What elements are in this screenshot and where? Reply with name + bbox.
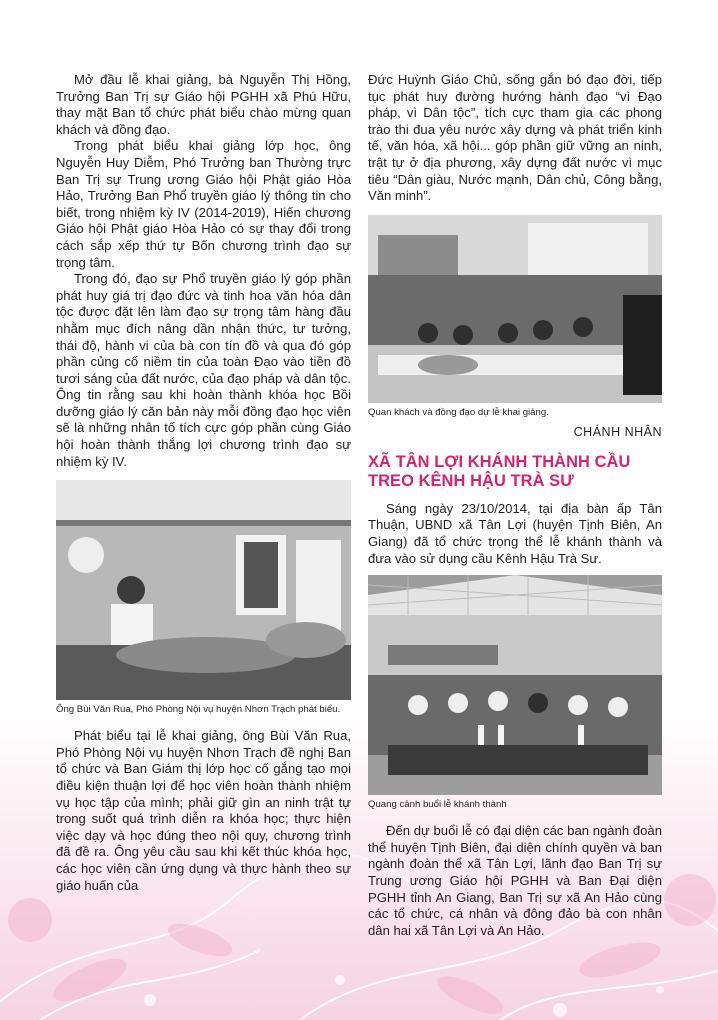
paragraph: Đến dự buổi lễ có đại diện các ban ngành đoàn thể huyện Tịnh Biên, đại diện chính quyền và ban ngành đoàn thể xã Tân Lợi, lãnh đạo Ban Trị sự Trung ương Giáo hội PGHH và Ban Đại diện PGHH tỉnh An Giang, Ban Trị sự xã An Hảo cùng các tổ chức, cá nhân và đông đảo bà con nhân dân hai xã Tân Lợi và An Hảo. [368,823,662,938]
ceremony-photo [368,575,662,795]
speaker-photo [56,480,351,700]
paragraph: Trong đó, đạo sự Phổ truyền giáo lý góp phần phát huy giá trị đạo đức và tinh hoa văn hóa dân tộc được đặt lên làm đạo sự trọng tâm hàng đầu nhằm mục đích nâng dần nhận thức, tư tưởng, thái độ, hành vi của bà con tín đồ và qua đó góp phần củng cố niềm tin của toàn Đạo vào tiền đồ tươi sáng của đất nước, của đạo pháp và dân tộc. Ông tin rằng sau khi hoàn thành khóa học Bồi dưỡng giáo lý căn bản này mỗi đồng đạo học viên sẽ là những nhân tố tích cực góp phần cùng Giáo hội hoàn thành thắng lợi chương trình đạo sự nhiệm kỳ IV. [56,271,351,469]
audience-photo [368,215,662,403]
left-column [56,72,351,894]
lead-paragraph: Sáng ngày 23/10/2014, tại địa bàn ấp Tân Thuận, UBND xã Tân Lợi (huyện Tịnh Biên, An Giang) đã tổ chức trọng thể lễ khánh thành và đưa vào sử dụng cầu Kênh Hậu Trà Sư. [368,500,662,566]
paragraph: Trong phát biểu khai giảng lớp học, ông Nguyễn Huy Diễm, Phó Trưởng ban Thường trực Ban Trị sự Trung ương Giáo hội Phật giáo Hòa Hảo, Trưởng Ban Phổ truyền giáo lý thông tin cho biết, trong nhiệm kỳ IV (2014-2019), Hiến chương Giáo hội Phật giáo Hòa Hảo có sự thay đổi trong cách sắp xếp thứ tự Bốn chương trình đạo sự trọng tâm. [56,138,351,270]
photo-caption: Quang cảnh buổi lễ khánh thành [368,799,507,811]
photo-caption: Ông Bùi Văn Rua, Phó Phòng Nội vụ huyện Nhơn Trạch phát biểu. [56,704,341,716]
paragraph: Phát biểu tại lễ khai giảng, ông Bùi Văn Rua, Phó Phòng Nội vụ huyện Nhơn Trạch đề nghị Ban tổ chức và Ban Giám thị lớp học cố gắng tạo mọi điều kiện thuận lợi để học viên hoàn thành nhiệm vụ học tập của mình; phải giữ gìn an ninh trật tự trong suốt quá trình diễn ra khóa học; thực hiện việc dạy và học đúng theo nội quy, chương trình đã đề ra. Ông yêu cầu sau khi kết thúc khóa học, các học viên cần ứng dụng và thực hành theo sự giáo huấn của [56,728,351,893]
paragraph: Mở đầu lễ khai giảng, bà Nguyễn Thị Hồng, Trưởng Ban Trị sự Giáo hội PGHH xã Phú Hữu, thay mặt Ban tổ chức phát biểu chào mừng quan khách và đồng đạo. [56,72,351,137]
paragraph: Đức Huỳnh Giáo Chủ, sống gắn bó đạo đời, tiếp tục phát huy đường hướng hành đạo “vì Đạo pháp, vì Dân tộc”, tích cực tham gia các phong trào thi đua yêu nước xây dựng và phát triển kinh tế, văn hóa, xã hội... góp phần giữ vững an ninh, trật tự ở địa phương, xây dựng đất nước vì mục tiêu “Dân giàu, Nước mạnh, Dân chủ, Công bằng, Văn minh”. [368,72,662,204]
right-column [368,72,662,939]
article-headline: XÃ TÂN LỢI KHÁNH THÀNH CẦU TREO KÊNH HẬU TRÀ SƯ [368,452,631,490]
author-signature: CHÁNH NHÂN [573,424,662,439]
photo-caption: Quan khách và đồng đạo dự lễ khai giảng. [368,406,549,418]
